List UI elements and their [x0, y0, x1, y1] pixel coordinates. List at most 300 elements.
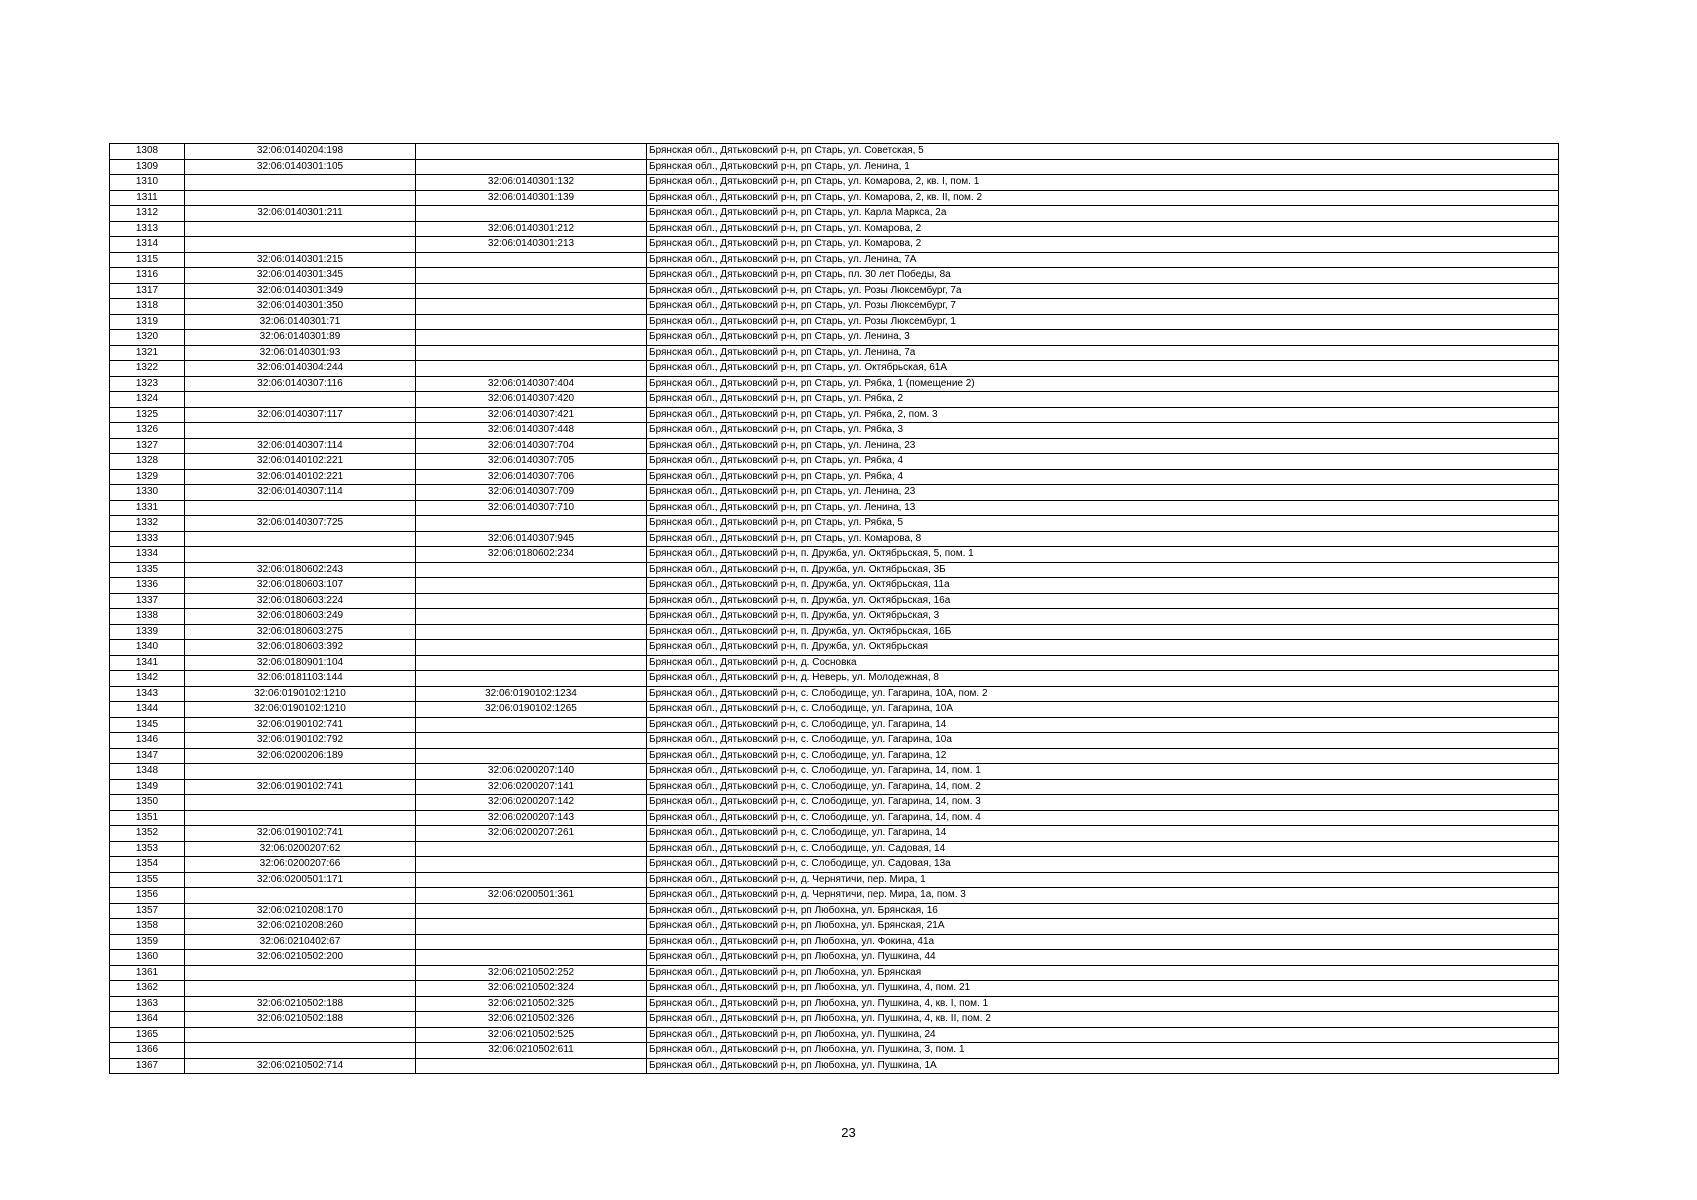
address-cell: Брянская обл., Дятьковский р-н, с. Слободище, ул. Гагарина, 12: [647, 748, 1559, 764]
row-number-cell: 1339: [110, 624, 185, 640]
row-number-cell: 1331: [110, 500, 185, 516]
cadastral-number-cell: 32:06:0140301:215: [185, 252, 416, 268]
table-row: [110, 810, 1559, 826]
table-row: [110, 1027, 1559, 1043]
row-number-cell: 1350: [110, 795, 185, 811]
cadastral-number-cell: [185, 1043, 416, 1059]
cadastral-number-cell: 32:06:0190102:1210: [185, 686, 416, 702]
table-row: [110, 748, 1559, 764]
premises-cadastral-number-cell: [416, 283, 647, 299]
premises-cadastral-number-cell: [416, 748, 647, 764]
row-number-cell: 1347: [110, 748, 185, 764]
cadastral-number-cell: [185, 981, 416, 997]
row-number-cell: 1311: [110, 190, 185, 206]
cadastral-number-cell: 32:06:0210502:200: [185, 950, 416, 966]
row-number-cell: 1310: [110, 175, 185, 191]
address-cell: Брянская обл., Дятьковский р-н, д. Неверь, ул. Молодежная, 8: [647, 671, 1559, 687]
cadastral-number-cell: 32:06:0140301:350: [185, 299, 416, 315]
row-number-cell: 1355: [110, 872, 185, 888]
premises-cadastral-number-cell: [416, 934, 647, 950]
premises-cadastral-number-cell: 32:06:0210502:324: [416, 981, 647, 997]
cadastral-number-cell: [185, 221, 416, 237]
row-number-cell: 1330: [110, 485, 185, 501]
premises-cadastral-number-cell: [416, 268, 647, 284]
registry-table-body: [110, 144, 1559, 1074]
cadastral-number-cell: 32:06:0140301:349: [185, 283, 416, 299]
row-number-cell: 1345: [110, 717, 185, 733]
premises-cadastral-number-cell: 32:06:0180602:234: [416, 547, 647, 563]
address-cell: Брянская обл., Дятьковский р-н, рп Старь, ул. Октябрьская, 61А: [647, 361, 1559, 377]
row-number-cell: 1338: [110, 609, 185, 625]
address-cell: Брянская обл., Дятьковский р-н, рп Любохна, ул. Брянская, 21А: [647, 919, 1559, 935]
table-row: [110, 857, 1559, 873]
premises-cadastral-number-cell: 32:06:0140307:710: [416, 500, 647, 516]
cadastral-number-cell: 32:06:0140307:117: [185, 407, 416, 423]
address-cell: Брянская обл., Дятьковский р-н, п. Дружба, ул. Октябрьская, 5, пом. 1: [647, 547, 1559, 563]
cadastral-number-cell: 32:06:0180603:107: [185, 578, 416, 594]
cadastral-number-cell: [185, 392, 416, 408]
row-number-cell: 1354: [110, 857, 185, 873]
cadastral-number-cell: 32:06:0190102:792: [185, 733, 416, 749]
cadastral-number-cell: 32:06:0190102:741: [185, 717, 416, 733]
cadastral-number-cell: 32:06:0180603:249: [185, 609, 416, 625]
address-cell: Брянская обл., Дятьковский р-н, рп Любохна, ул. Брянская, 16: [647, 903, 1559, 919]
table-row: [110, 841, 1559, 857]
cadastral-number-cell: 32:06:0140301:105: [185, 159, 416, 175]
address-cell: Брянская обл., Дятьковский р-н, с. Слободище, ул. Гагарина, 10А: [647, 702, 1559, 718]
premises-cadastral-number-cell: 32:06:0210502:252: [416, 965, 647, 981]
address-cell: Брянская обл., Дятьковский р-н, рп Старь, ул. Рябка, 5: [647, 516, 1559, 532]
address-cell: Брянская обл., Дятьковский р-н, рп Любохна, ул. Брянская: [647, 965, 1559, 981]
row-number-cell: 1349: [110, 779, 185, 795]
table-row: [110, 1058, 1559, 1074]
premises-cadastral-number-cell: [416, 330, 647, 346]
cadastral-number-cell: 32:06:0210402:67: [185, 934, 416, 950]
premises-cadastral-number-cell: [416, 206, 647, 222]
row-number-cell: 1333: [110, 531, 185, 547]
premises-cadastral-number-cell: [416, 252, 647, 268]
table-row: [110, 252, 1559, 268]
row-number-cell: 1351: [110, 810, 185, 826]
row-number-cell: 1361: [110, 965, 185, 981]
cadastral-number-cell: [185, 965, 416, 981]
table-row: [110, 578, 1559, 594]
row-number-cell: 1342: [110, 671, 185, 687]
cadastral-number-cell: 32:06:0140307:114: [185, 485, 416, 501]
premises-cadastral-number-cell: 32:06:0200207:142: [416, 795, 647, 811]
row-number-cell: 1318: [110, 299, 185, 315]
table-row: [110, 423, 1559, 439]
table-row: [110, 903, 1559, 919]
address-cell: Брянская обл., Дятьковский р-н, рп Старь, ул. Рябка, 2: [647, 392, 1559, 408]
premises-cadastral-number-cell: [416, 314, 647, 330]
premises-cadastral-number-cell: [416, 903, 647, 919]
table-row: [110, 159, 1559, 175]
cadastral-number-cell: [185, 888, 416, 904]
table-row: [110, 330, 1559, 346]
cadastral-number-cell: 32:06:0140307:116: [185, 376, 416, 392]
table-row: [110, 469, 1559, 485]
row-number-cell: 1327: [110, 438, 185, 454]
premises-cadastral-number-cell: 32:06:0140301:139: [416, 190, 647, 206]
premises-cadastral-number-cell: [416, 640, 647, 656]
row-number-cell: 1348: [110, 764, 185, 780]
row-number-cell: 1367: [110, 1058, 185, 1074]
cadastral-number-cell: [185, 547, 416, 563]
table-row: [110, 795, 1559, 811]
premises-cadastral-number-cell: 32:06:0140301:213: [416, 237, 647, 253]
premises-cadastral-number-cell: 32:06:0200501:361: [416, 888, 647, 904]
table-row: [110, 950, 1559, 966]
address-cell: Брянская обл., Дятьковский р-н, рп Старь, ул. Рябка, 4: [647, 469, 1559, 485]
premises-cadastral-number-cell: [416, 919, 647, 935]
table-row: [110, 562, 1559, 578]
cadastral-number-cell: 32:06:0190102:741: [185, 779, 416, 795]
row-number-cell: 1312: [110, 206, 185, 222]
premises-cadastral-number-cell: 32:06:0190102:1265: [416, 702, 647, 718]
premises-cadastral-number-cell: [416, 345, 647, 361]
row-number-cell: 1360: [110, 950, 185, 966]
address-cell: Брянская обл., Дятьковский р-н, д. Чернятичи, пер. Мира, 1а, пом. 3: [647, 888, 1559, 904]
cadastral-number-cell: [185, 1027, 416, 1043]
table-row: [110, 500, 1559, 516]
cadastral-number-cell: 32:06:0140301:211: [185, 206, 416, 222]
premises-cadastral-number-cell: 32:06:0140307:704: [416, 438, 647, 454]
cadastral-number-cell: 32:06:0140307:725: [185, 516, 416, 532]
premises-cadastral-number-cell: 32:06:0200207:141: [416, 779, 647, 795]
address-cell: Брянская обл., Дятьковский р-н, рп Любохна, ул. Пушкина, 4, пом. 21: [647, 981, 1559, 997]
premises-cadastral-number-cell: [416, 516, 647, 532]
premises-cadastral-number-cell: 32:06:0140307:709: [416, 485, 647, 501]
cadastral-number-cell: 32:06:0210502:188: [185, 1012, 416, 1028]
address-cell: Брянская обл., Дятьковский р-н, рп Старь, ул. Рябка, 4: [647, 454, 1559, 470]
row-number-cell: 1343: [110, 686, 185, 702]
row-number-cell: 1359: [110, 934, 185, 950]
row-number-cell: 1366: [110, 1043, 185, 1059]
row-number-cell: 1335: [110, 562, 185, 578]
table-row: [110, 361, 1559, 377]
row-number-cell: 1365: [110, 1027, 185, 1043]
table-row: [110, 547, 1559, 563]
row-number-cell: 1363: [110, 996, 185, 1012]
address-cell: Брянская обл., Дятьковский р-н, рп Старь, ул. Рябка, 3: [647, 423, 1559, 439]
premises-cadastral-number-cell: [416, 159, 647, 175]
cadastral-number-cell: 32:06:0140304:244: [185, 361, 416, 377]
address-cell: Брянская обл., Дятьковский р-н, д. Чернятичи, пер. Мира, 1: [647, 872, 1559, 888]
cadastral-number-cell: 32:06:0140204:198: [185, 144, 416, 160]
cadastral-number-cell: 32:06:0190102:1210: [185, 702, 416, 718]
row-number-cell: 1328: [110, 454, 185, 470]
address-cell: Брянская обл., Дятьковский р-н, п. Дружба, ул. Октябрьская, 16Б: [647, 624, 1559, 640]
address-cell: Брянская обл., Дятьковский р-н, рп Старь, ул. Ленина, 7А: [647, 252, 1559, 268]
cadastral-number-cell: 32:06:0140301:71: [185, 314, 416, 330]
address-cell: Брянская обл., Дятьковский р-н, п. Дружба, ул. Октябрьская, 3: [647, 609, 1559, 625]
premises-cadastral-number-cell: [416, 578, 647, 594]
row-number-cell: 1341: [110, 655, 185, 671]
table-row: [110, 779, 1559, 795]
cadastral-number-cell: 32:06:0210208:170: [185, 903, 416, 919]
address-cell: Брянская обл., Дятьковский р-н, рп Любохна, ул. Пушкина, 4, кв. I, пом. 1: [647, 996, 1559, 1012]
address-cell: Брянская обл., Дятьковский р-н, рп Старь, ул. Комарова, 2, кв. I, пом. 1: [647, 175, 1559, 191]
row-number-cell: 1317: [110, 283, 185, 299]
address-cell: Брянская обл., Дятьковский р-н, с. Слободище, ул. Гагарина, 10а: [647, 733, 1559, 749]
address-cell: Брянская обл., Дятьковский р-н, с. Слободище, ул. Гагарина, 14: [647, 717, 1559, 733]
table-row: [110, 919, 1559, 935]
premises-cadastral-number-cell: [416, 609, 647, 625]
premises-cadastral-number-cell: 32:06:0140307:706: [416, 469, 647, 485]
row-number-cell: 1309: [110, 159, 185, 175]
cadastral-number-cell: [185, 764, 416, 780]
row-number-cell: 1362: [110, 981, 185, 997]
premises-cadastral-number-cell: [416, 872, 647, 888]
address-cell: Брянская обл., Дятьковский р-н, рп Старь, ул. Комарова, 2, кв. II, пом. 2: [647, 190, 1559, 206]
table-row: [110, 733, 1559, 749]
row-number-cell: 1358: [110, 919, 185, 935]
table-row: [110, 438, 1559, 454]
premises-cadastral-number-cell: [416, 624, 647, 640]
address-cell: Брянская обл., Дятьковский р-н, рп Старь, ул. Розы Люксембург, 7: [647, 299, 1559, 315]
cadastral-number-cell: 32:06:0181103:144: [185, 671, 416, 687]
address-cell: Брянская обл., Дятьковский р-н, рп Любохна, ул. Пушкина, 44: [647, 950, 1559, 966]
address-cell: Брянская обл., Дятьковский р-н, п. Дружба, ул. Октябрьская, 3Б: [647, 562, 1559, 578]
row-number-cell: 1353: [110, 841, 185, 857]
address-cell: Брянская обл., Дятьковский р-н, рп Любохна, ул. Фокина, 41а: [647, 934, 1559, 950]
address-cell: Брянская обл., Дятьковский р-н, рп Старь, ул. Ленина, 1: [647, 159, 1559, 175]
address-cell: Брянская обл., Дятьковский р-н, рп Старь, ул. Ленина, 13: [647, 500, 1559, 516]
row-number-cell: 1315: [110, 252, 185, 268]
premises-cadastral-number-cell: 32:06:0200207:143: [416, 810, 647, 826]
address-cell: Брянская обл., Дятьковский р-н, с. Слободище, ул. Гагарина, 14: [647, 826, 1559, 842]
address-cell: Брянская обл., Дятьковский р-н, рп Старь, ул. Ленина, 3: [647, 330, 1559, 346]
table-row: [110, 221, 1559, 237]
premises-cadastral-number-cell: 32:06:0140307:421: [416, 407, 647, 423]
table-row: [110, 1043, 1559, 1059]
row-number-cell: 1325: [110, 407, 185, 423]
page-number: 23: [841, 1125, 856, 1140]
row-number-cell: 1336: [110, 578, 185, 594]
table-row: [110, 686, 1559, 702]
cadastral-number-cell: 32:06:0210502:188: [185, 996, 416, 1012]
address-cell: Брянская обл., Дятьковский р-н, рп Любохна, ул. Пушкина, 4, кв. II, пом. 2: [647, 1012, 1559, 1028]
table-row: [110, 175, 1559, 191]
cadastral-number-cell: [185, 531, 416, 547]
cadastral-number-cell: 32:06:0210502:714: [185, 1058, 416, 1074]
row-number-cell: 1314: [110, 237, 185, 253]
cadastral-number-cell: 32:06:0180603:275: [185, 624, 416, 640]
address-cell: Брянская обл., Дятьковский р-н, с. Слободище, ул. Гагарина, 14, пом. 4: [647, 810, 1559, 826]
cadastral-number-cell: [185, 175, 416, 191]
cadastral-number-cell: [185, 795, 416, 811]
row-number-cell: 1321: [110, 345, 185, 361]
row-number-cell: 1316: [110, 268, 185, 284]
table-row: [110, 655, 1559, 671]
address-cell: Брянская обл., Дятьковский р-н, с. Слободище, ул. Гагарина, 14, пом. 1: [647, 764, 1559, 780]
address-cell: Брянская обл., Дятьковский р-н, с. Слободище, ул. Гагарина, 14, пом. 3: [647, 795, 1559, 811]
address-cell: Брянская обл., Дятьковский р-н, с. Слободище, ул. Гагарина, 10А, пом. 2: [647, 686, 1559, 702]
premises-cadastral-number-cell: [416, 841, 647, 857]
premises-cadastral-number-cell: 32:06:0140307:945: [416, 531, 647, 547]
cadastral-number-cell: 32:06:0140102:221: [185, 454, 416, 470]
cadastral-number-cell: 32:06:0210208:260: [185, 919, 416, 935]
table-row: [110, 237, 1559, 253]
cadastral-number-cell: [185, 423, 416, 439]
address-cell: Брянская обл., Дятьковский р-н, рп Старь, ул. Комарова, 2: [647, 221, 1559, 237]
row-number-cell: 1346: [110, 733, 185, 749]
table-row: [110, 702, 1559, 718]
address-cell: Брянская обл., Дятьковский р-н, п. Дружба, ул. Октябрьская: [647, 640, 1559, 656]
premises-cadastral-number-cell: 32:06:0210502:611: [416, 1043, 647, 1059]
table-row: [110, 624, 1559, 640]
row-number-cell: 1340: [110, 640, 185, 656]
table-row: [110, 1012, 1559, 1028]
address-cell: Брянская обл., Дятьковский р-н, рп Старь, ул. Комарова, 2: [647, 237, 1559, 253]
row-number-cell: 1352: [110, 826, 185, 842]
table-row: [110, 981, 1559, 997]
row-number-cell: 1323: [110, 376, 185, 392]
premises-cadastral-number-cell: 32:06:0210502:325: [416, 996, 647, 1012]
table-row: [110, 314, 1559, 330]
address-cell: Брянская обл., Дятьковский р-н, рп Старь, пл. 30 лет Победы, 8а: [647, 268, 1559, 284]
premises-cadastral-number-cell: [416, 593, 647, 609]
address-cell: Брянская обл., Дятьковский р-н, рп Старь, ул. Рябка, 1 (помещение 2): [647, 376, 1559, 392]
cadastral-number-cell: 32:06:0140307:114: [185, 438, 416, 454]
premises-cadastral-number-cell: 32:06:0140301:132: [416, 175, 647, 191]
premises-cadastral-number-cell: [416, 655, 647, 671]
cadastral-number-cell: 32:06:0140301:89: [185, 330, 416, 346]
table-row: [110, 268, 1559, 284]
row-number-cell: 1308: [110, 144, 185, 160]
cadastral-number-cell: 32:06:0180602:243: [185, 562, 416, 578]
address-cell: Брянская обл., Дятьковский р-н, рп Старь, ул. Розы Люксембург, 1: [647, 314, 1559, 330]
table-row: [110, 872, 1559, 888]
address-cell: Брянская обл., Дятьковский р-н, п. Дружба, ул. Октябрьская, 16а: [647, 593, 1559, 609]
premises-cadastral-number-cell: 32:06:0200207:261: [416, 826, 647, 842]
row-number-cell: 1324: [110, 392, 185, 408]
cadastral-number-cell: 32:06:0140301:93: [185, 345, 416, 361]
cadastral-number-cell: 32:06:0200207:62: [185, 841, 416, 857]
cadastral-number-cell: 32:06:0180603:392: [185, 640, 416, 656]
premises-cadastral-number-cell: [416, 857, 647, 873]
row-number-cell: 1322: [110, 361, 185, 377]
table-row: [110, 934, 1559, 950]
table-row: [110, 345, 1559, 361]
row-number-cell: 1357: [110, 903, 185, 919]
cadastral-number-cell: 32:06:0200206:189: [185, 748, 416, 764]
premises-cadastral-number-cell: [416, 671, 647, 687]
address-cell: Брянская обл., Дятьковский р-н, п. Дружба, ул. Октябрьская, 11а: [647, 578, 1559, 594]
cadastral-number-cell: 32:06:0200501:171: [185, 872, 416, 888]
cadastral-number-cell: 32:06:0180901:104: [185, 655, 416, 671]
cadastral-number-cell: [185, 190, 416, 206]
table-row: [110, 299, 1559, 315]
table-row: [110, 516, 1559, 532]
row-number-cell: 1334: [110, 547, 185, 563]
cadastral-number-cell: 32:06:0140102:221: [185, 469, 416, 485]
cadastral-number-cell: [185, 500, 416, 516]
address-cell: Брянская обл., Дятьковский р-н, рп Старь, ул. Советская, 5: [647, 144, 1559, 160]
premises-cadastral-number-cell: [416, 299, 647, 315]
premises-cadastral-number-cell: [416, 733, 647, 749]
premises-cadastral-number-cell: [416, 144, 647, 160]
premises-cadastral-number-cell: 32:06:0140307:448: [416, 423, 647, 439]
address-cell: Брянская обл., Дятьковский р-н, рп Старь, ул. Рябка, 2, пом. 3: [647, 407, 1559, 423]
address-cell: Брянская обл., Дятьковский р-н, рп Старь, ул. Карла Маркса, 2а: [647, 206, 1559, 222]
table-row: [110, 764, 1559, 780]
premises-cadastral-number-cell: 32:06:0210502:326: [416, 1012, 647, 1028]
table-row: [110, 826, 1559, 842]
registry-table: [109, 143, 1559, 1074]
address-cell: Брянская обл., Дятьковский р-н, рп Старь, ул. Комарова, 8: [647, 531, 1559, 547]
table-row: [110, 376, 1559, 392]
premises-cadastral-number-cell: 32:06:0140307:705: [416, 454, 647, 470]
address-cell: Брянская обл., Дятьковский р-н, с. Слободище, ул. Садовая, 14: [647, 841, 1559, 857]
premises-cadastral-number-cell: [416, 1058, 647, 1074]
table-row: [110, 206, 1559, 222]
row-number-cell: 1313: [110, 221, 185, 237]
row-number-cell: 1320: [110, 330, 185, 346]
row-number-cell: 1329: [110, 469, 185, 485]
address-cell: Брянская обл., Дятьковский р-н, рп Любохна, ул. Пушкина, 1А: [647, 1058, 1559, 1074]
address-cell: Брянская обл., Дятьковский р-н, рп Старь, ул. Розы Люксембург, 7а: [647, 283, 1559, 299]
address-cell: Брянская обл., Дятьковский р-н, рп Любохна, ул. Пушкина, 3, пом. 1: [647, 1043, 1559, 1059]
premises-cadastral-number-cell: 32:06:0190102:1234: [416, 686, 647, 702]
row-number-cell: 1364: [110, 1012, 185, 1028]
address-cell: Брянская обл., Дятьковский р-н, с. Слободище, ул. Садовая, 13а: [647, 857, 1559, 873]
table-row: [110, 485, 1559, 501]
table-row: [110, 283, 1559, 299]
premises-cadastral-number-cell: 32:06:0200207:140: [416, 764, 647, 780]
premises-cadastral-number-cell: [416, 717, 647, 733]
cadastral-number-cell: [185, 237, 416, 253]
address-cell: Брянская обл., Дятьковский р-н, д. Сосновка: [647, 655, 1559, 671]
table-row: [110, 996, 1559, 1012]
table-row: [110, 609, 1559, 625]
premises-cadastral-number-cell: [416, 562, 647, 578]
premises-cadastral-number-cell: [416, 950, 647, 966]
table-row: [110, 392, 1559, 408]
row-number-cell: 1356: [110, 888, 185, 904]
row-number-cell: 1337: [110, 593, 185, 609]
table-row: [110, 888, 1559, 904]
table-row: [110, 531, 1559, 547]
table-row: [110, 593, 1559, 609]
address-cell: Брянская обл., Дятьковский р-н, рп Любохна, ул. Пушкина, 24: [647, 1027, 1559, 1043]
table-row: [110, 407, 1559, 423]
table-row: [110, 190, 1559, 206]
cadastral-number-cell: 32:06:0140301:345: [185, 268, 416, 284]
table-row: [110, 454, 1559, 470]
table-row: [110, 717, 1559, 733]
address-cell: Брянская обл., Дятьковский р-н, с. Слободище, ул. Гагарина, 14, пом. 2: [647, 779, 1559, 795]
premises-cadastral-number-cell: 32:06:0140301:212: [416, 221, 647, 237]
address-cell: Брянская обл., Дятьковский р-н, рп Старь, ул. Ленина, 23: [647, 485, 1559, 501]
premises-cadastral-number-cell: [416, 361, 647, 377]
address-cell: Брянская обл., Дятьковский р-н, рп Старь, ул. Ленина, 7а: [647, 345, 1559, 361]
row-number-cell: 1344: [110, 702, 185, 718]
address-cell: Брянская обл., Дятьковский р-н, рп Старь, ул. Ленина, 23: [647, 438, 1559, 454]
cadastral-number-cell: 32:06:0180603:224: [185, 593, 416, 609]
table-row: [110, 965, 1559, 981]
cadastral-number-cell: 32:06:0190102:741: [185, 826, 416, 842]
table-row: [110, 144, 1559, 160]
row-number-cell: 1332: [110, 516, 185, 532]
table-row: [110, 671, 1559, 687]
premises-cadastral-number-cell: 32:06:0140307:420: [416, 392, 647, 408]
cadastral-number-cell: [185, 810, 416, 826]
row-number-cell: 1326: [110, 423, 185, 439]
row-number-cell: 1319: [110, 314, 185, 330]
premises-cadastral-number-cell: 32:06:0210502:525: [416, 1027, 647, 1043]
